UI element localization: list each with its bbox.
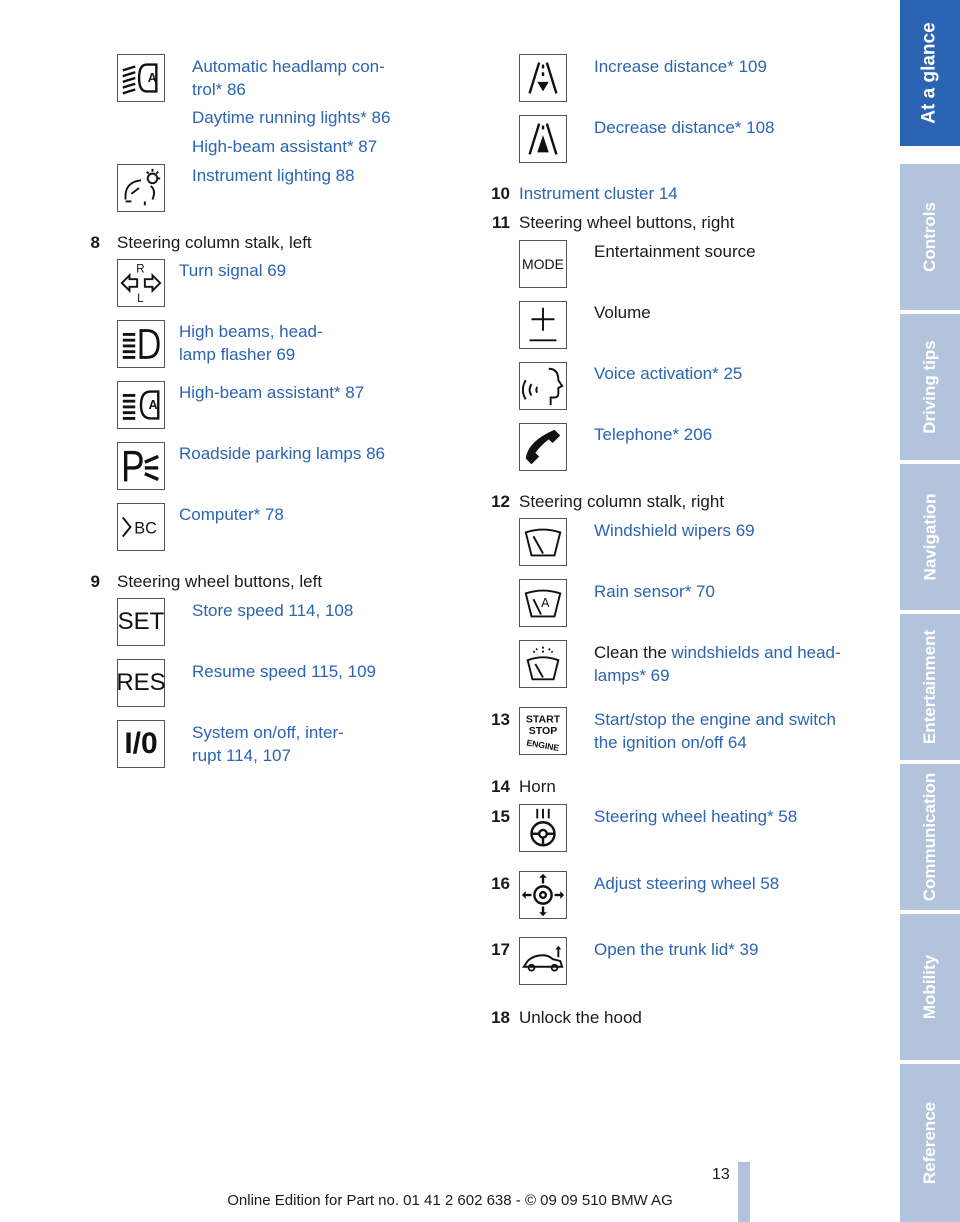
item-number-9: 9 [90,572,100,591]
svg-text:A: A [147,70,157,85]
computer-link[interactable]: Computer* 78 [179,505,284,524]
instrument-lighting-link[interactable]: Instrument lighting 88 [192,166,355,185]
item-number-17: 17 [491,940,510,959]
set-button-icon: SET [117,598,165,646]
entertainment-source-label: Entertainment source [594,242,756,261]
trunk-lid-link[interactable]: Open the trunk lid* 39 [594,940,759,959]
start-stop-button-icon [519,707,567,755]
volume-label: Volume [594,303,651,322]
tab-navigation[interactable]: Navigation [900,464,960,610]
page-number: 13 [712,1166,730,1183]
parking-lamps-link[interactable]: Roadside parking lamps 86 [179,444,386,463]
footer-text: Online Edition for Part no. 01 41 2 602 638 - © 09 09 510 BMW AG [227,1192,673,1209]
clean-windshields-label: Clean the windshields and head- [594,643,841,662]
svg-text:R: R [136,263,145,276]
auto-headlamp-link[interactable]: Automatic headlamp con- [192,57,385,76]
tab-at-a-glance[interactable]: At a glance [900,0,960,146]
washer-icon [519,640,567,688]
svg-text:L: L [137,293,144,306]
section-title-12: Steering column stalk, right [519,492,725,511]
tab-driving-tips[interactable]: Driving tips [900,314,960,460]
high-beams-link-cont[interactable]: lamp flasher 69 [179,345,296,364]
item-number-18: 18 [491,1008,510,1027]
voice-activation-icon [519,362,567,410]
rain-sensor-icon [519,579,567,627]
mode-button-icon: MODE [519,240,567,288]
auto-headlamp-link-cont[interactable]: trol* 86 [192,80,246,99]
system-onoff-link[interactable]: System on/off, inter- [192,723,344,742]
item-number-16: 16 [491,874,510,893]
start-stop-link[interactable]: Start/stop the engine and switch [594,710,836,729]
parking-lamps-icon [117,442,165,490]
windshield-wipers-icon [519,518,567,566]
tab-mobility[interactable]: Mobility [900,914,960,1060]
system-onoff-link-cont[interactable]: rupt 114, 107 [192,746,291,765]
volume-icon [519,301,567,349]
svg-text:STOP: STOP [528,724,558,737]
daytime-lights-link[interactable]: Daytime running lights* 86 [192,108,391,127]
unlock-hood-label: Unlock the hood [519,1008,642,1027]
clean-windshields-link[interactable]: windshields and head- [671,643,841,662]
item-number-10: 10 [491,184,510,203]
high-beam-assistant-link[interactable]: High-beam assistant* 87 [192,137,378,156]
svg-text:A: A [148,397,158,412]
section-title-9: Steering wheel buttons, left [117,572,323,591]
auto-headlamp-icon [117,54,165,102]
item-number-12: 12 [491,492,510,511]
steering-heating-icon [519,804,567,852]
svg-text:ENGINE: ENGINE [525,737,560,754]
item-number-8: 8 [90,233,100,252]
res-button-icon: RES [117,659,165,707]
steering-heating-link[interactable]: Steering wheel heating* 58 [594,807,798,826]
item-number-11: 11 [492,213,510,232]
section-title-8: Steering column stalk, left [117,233,312,252]
item-number-14: 14 [491,777,510,796]
item-number-15: 15 [491,807,510,826]
instrument-cluster-link[interactable]: Instrument cluster 14 [519,184,678,203]
section-title-11: Steering wheel buttons, right [519,213,735,232]
trunk-lid-icon [519,937,567,985]
instrument-lighting-icon [117,164,165,212]
store-speed-link[interactable]: Store speed 114, 108 [192,601,354,620]
windshield-wipers-link[interactable]: Windshield wipers 69 [594,521,755,540]
tab-communication[interactable]: Communication [900,764,960,910]
chapter-sidebar [900,0,960,1222]
high-beams-link[interactable]: High beams, head- [179,322,323,341]
turn-signal-icon [117,259,165,307]
turn-signal-link[interactable]: Turn signal 69 [179,261,287,280]
high-beam-assistant-icon [117,381,165,429]
adjust-steering-link[interactable]: Adjust steering wheel 58 [594,874,780,893]
voice-activation-link[interactable]: Voice activation* 25 [594,364,743,383]
telephone-link[interactable]: Telephone* 206 [594,425,713,444]
tab-entertainment[interactable]: Entertainment [900,614,960,760]
start-stop-link-cont[interactable]: the ignition on/off 64 [594,733,747,752]
high-beams-icon [117,320,165,368]
computer-icon [117,503,165,551]
system-onoff-icon: I/0 [117,720,165,768]
svg-text:BC: BC [134,519,157,538]
decrease-distance-link[interactable]: Decrease distance* 108 [594,118,775,137]
rain-sensor-link[interactable]: Rain sensor* 70 [594,582,715,601]
tab-controls[interactable]: Controls [900,164,960,310]
clean-windshields-link-cont[interactable]: lamps* 69 [594,666,670,685]
svg-text:A: A [541,595,550,610]
decrease-distance-icon [519,115,567,163]
resume-speed-link[interactable]: Resume speed 115, 109 [192,662,376,681]
high-beam-assistant-link-2[interactable]: High-beam assistant* 87 [179,383,365,402]
telephone-icon [519,423,567,471]
increase-distance-icon [519,54,567,102]
adjust-steering-icon [519,871,567,919]
svg-text:START: START [525,713,561,726]
horn-label: Horn [519,777,556,796]
increase-distance-link[interactable]: Increase distance* 109 [594,57,767,76]
tab-reference[interactable]: Reference [900,1064,960,1222]
item-number-13: 13 [491,710,510,729]
